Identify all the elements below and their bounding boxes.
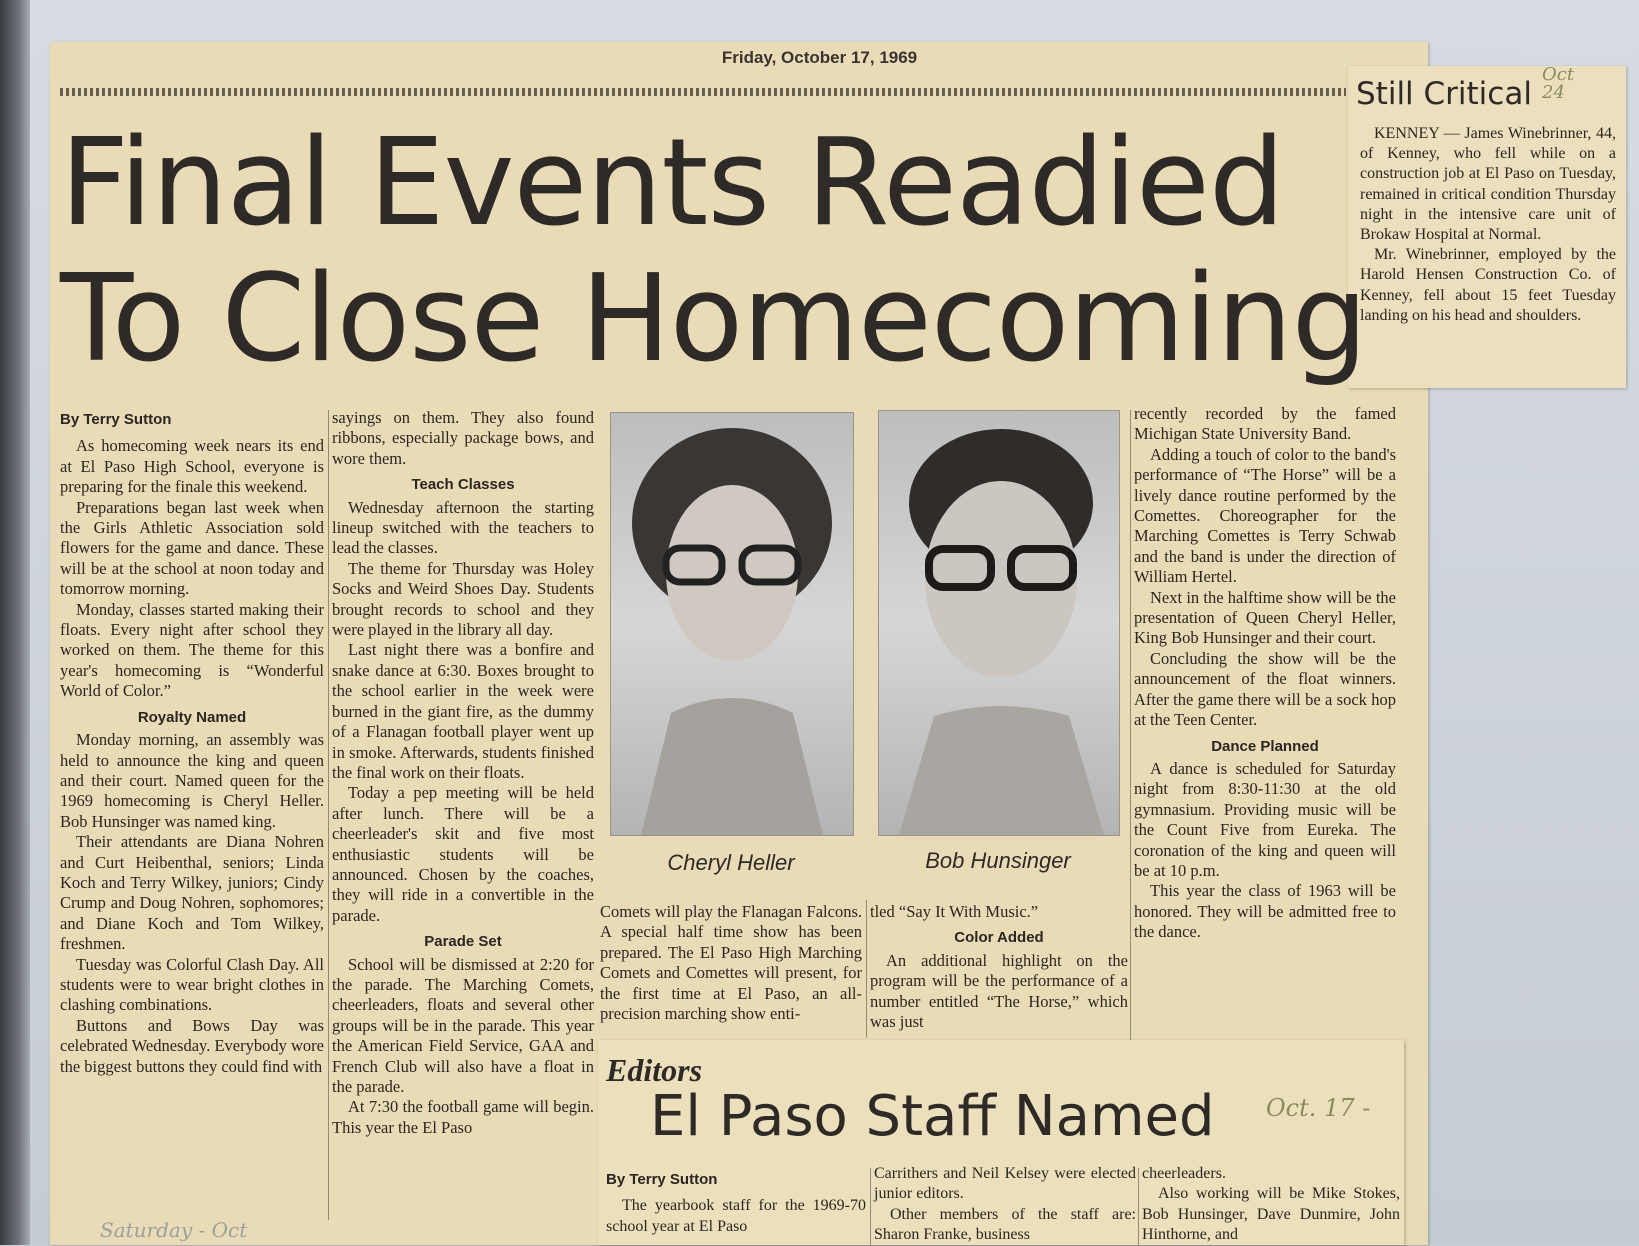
critical-title: Still Critical xyxy=(1356,76,1532,112)
photo-caption-right: Bob Hunsinger xyxy=(925,848,1071,873)
staff-column-2 xyxy=(874,1164,1136,1246)
article-column-5 xyxy=(1134,404,1396,943)
column-rule xyxy=(870,1168,871,1245)
binder-edge xyxy=(0,0,30,1245)
paragraph: Wednesday afternoon the starting lineup switched with the teachers to lead the classes. xyxy=(332,497,594,558)
paragraph: Last night there was a bonfire and snake dance at 6:30. Boxes brought to the school earlier in the week were burned in the giant fire, as the dummy of a Flanagan football player went up in smoke. Afterwards, students finished the final work on their floats. xyxy=(332,640,594,782)
paragraph: tled “Say It With Music.” xyxy=(870,902,1039,921)
portrait-illustration xyxy=(879,411,1119,835)
article-column-3 xyxy=(600,902,862,1024)
paragraph: At 7:30 the football game will begin. This year the El Paso xyxy=(332,1097,594,1137)
paragraph: Also working will be Mike Stokes, Bob Hunsinger, Dave Dunmire, John Hinthorne, and xyxy=(1142,1185,1400,1244)
paragraph: Next in the halftime show will be the presentation of Queen Cheryl Heller, King Bob Hunsinger and their court. xyxy=(1134,587,1396,648)
portrait-illustration xyxy=(611,413,853,835)
staff-column-1 xyxy=(606,1170,866,1237)
article-column-2 xyxy=(332,408,594,1138)
column-rule xyxy=(1138,1168,1139,1245)
paragraph: Monday morning, an assembly was held to announce the king and queen and their court. Named queen for the 1969 homecoming is Cheryl Heller. Bob Hunsinger was named king. xyxy=(60,730,324,831)
headline-line-2: To Close Homecoming xyxy=(60,250,1367,389)
paragraph: Their attendants are Diana Nohren and Curt Heibenthal, seniors; Linda Koch and Terry Wilkey, juniors; Cindy Crump and Doug Nohren, sophomores; and Diane Koch and Tom Wilkey, freshmen. xyxy=(60,832,324,954)
photo-caption-left: Cheryl Heller xyxy=(667,850,795,875)
paragraph: As homecoming week nears its end at El Paso High School, everyone is preparing for the finale this weekend. xyxy=(60,436,324,497)
subhead: Royalty Named xyxy=(137,708,247,726)
paragraph: This year the class of 1963 will be honored. They will be admitted free to the dance. xyxy=(1134,881,1396,942)
subhead: Parade Set xyxy=(424,933,502,951)
paragraph: Concluding the show will be the announcement of the float winners. After the game there will be a sock hop at the Teen Center. xyxy=(1134,648,1396,730)
column-rule xyxy=(328,410,329,1220)
article-column-1 xyxy=(60,410,324,1077)
paragraph: Adding a touch of color to the band's performance of “The Horse” will be a lively dance routine performed by the Comettes. Choreographer for the Marching Comettes is Terry Schwab and the band is under the direction of William Hertel. xyxy=(1134,444,1396,587)
paragraph: Other members of the staff are: Sharon Franke, business xyxy=(874,1205,1136,1244)
paragraph: An additional highlight on the program will be the performance of a number entitled “The Horse,” which was just xyxy=(870,950,1128,1032)
paragraph: Today a pep meeting will be held after lunch. There will be a cheerleader's skit and five most enthusiastic students will be announced. Chosen by the coaches, they will ride in a convertible in the parade. xyxy=(332,783,594,925)
paragraph: Tuesday was Colorful Clash Day. All students were to wear bright clothes in clashing combinations. xyxy=(60,954,324,1015)
staff-column-3 xyxy=(1142,1164,1400,1246)
handwritten-date-note: Oct. 17 - xyxy=(1266,1094,1371,1122)
byline: By Terry Sutton xyxy=(60,411,172,428)
staff-kicker: Editors xyxy=(606,1052,703,1088)
paragraph: Monday, classes started making their floats. Every night after school they worked on them. The theme for this year's homecoming is “Wonderful World of Color.” xyxy=(60,599,324,701)
paragraph: Carrithers and Neil Kelsey were elected junior editors. xyxy=(874,1165,1136,1203)
column-rule xyxy=(1130,410,1131,1040)
paragraph: sayings on them. They also found ribbons, especially package bows, and wore them. xyxy=(332,408,594,468)
paragraph: School will be dismissed at 2:20 for the parade. The Marching Comets, cheerleaders, floats and several other groups will be in the parade. This year the American Field Service, GAA and French Club will also have a float in the parade. xyxy=(332,954,594,1096)
staff-headline: El Paso Staff Named xyxy=(650,1084,1215,1149)
pencil-scrawl: Saturday - Oct xyxy=(100,1218,248,1242)
byline: By Terry Sutton xyxy=(606,1171,718,1188)
column-rule xyxy=(866,900,867,1038)
paragraph: Mr. Winebrinner, employed by the Harold Hensen Construction Co. of Kenney, fell about 15 feet Tuesday landing on his head and shoulders. xyxy=(1360,246,1616,324)
paragraph: Preparations began last week when the Girls Athletic Association sold flowers for the game and dance. These will be at the school at noon today and tomorrow morning. xyxy=(60,497,324,599)
subhead: Dance Planned xyxy=(1211,737,1319,755)
paragraph: recently recorded by the famed Michigan State University Band. xyxy=(1134,404,1396,444)
portrait-photo-cheryl xyxy=(610,412,854,836)
paragraph: The yearbook staff for the 1969-70 school year at El Paso xyxy=(606,1197,866,1235)
dateline: Friday, October 17, 1969 xyxy=(721,48,918,67)
paragraph: The theme for Thursday was Holey Socks and Weird Shoes Day. Students brought records to school and they were played in the library all day. xyxy=(332,558,594,640)
headline-line-1: Final Events Readied xyxy=(60,114,1285,253)
handwritten-date-note: Oct 24 xyxy=(1542,64,1575,103)
critical-article-body xyxy=(1360,124,1616,326)
subhead: Teach Classes xyxy=(411,476,515,494)
paragraph: KENNEY — James Winebrinner, 44, of Kenney, who fell while on a construction job at El Paso on Tuesday, remained in critical condition Thursday night in the intensive care unit of Brokaw Hospital at Normal. xyxy=(1360,125,1616,244)
paragraph: A dance is scheduled for Saturday night from 8:30-11:30 at the old gymnasium. Providing music will be the Count Five from Eureka. The coronation of the king and queen will be at 10 p.m. xyxy=(1134,758,1396,880)
paragraph: cheerleaders. xyxy=(1142,1165,1226,1182)
paragraph: Buttons and Bows Day was celebrated Wednesday. Everybody wore the biggest buttons they could find with xyxy=(60,1015,324,1076)
decorative-rule xyxy=(60,88,1346,96)
portrait-photo-bob xyxy=(878,410,1120,836)
article-column-4 xyxy=(870,902,1128,1032)
paragraph: Comets will play the Flanagan Falcons. A special half time show has been prepared. The El Paso High Marching Comets and Comettes will present, for the first time at El Paso, an all-precision marching show enti- xyxy=(600,902,862,1024)
subhead: Color Added xyxy=(954,929,1044,947)
